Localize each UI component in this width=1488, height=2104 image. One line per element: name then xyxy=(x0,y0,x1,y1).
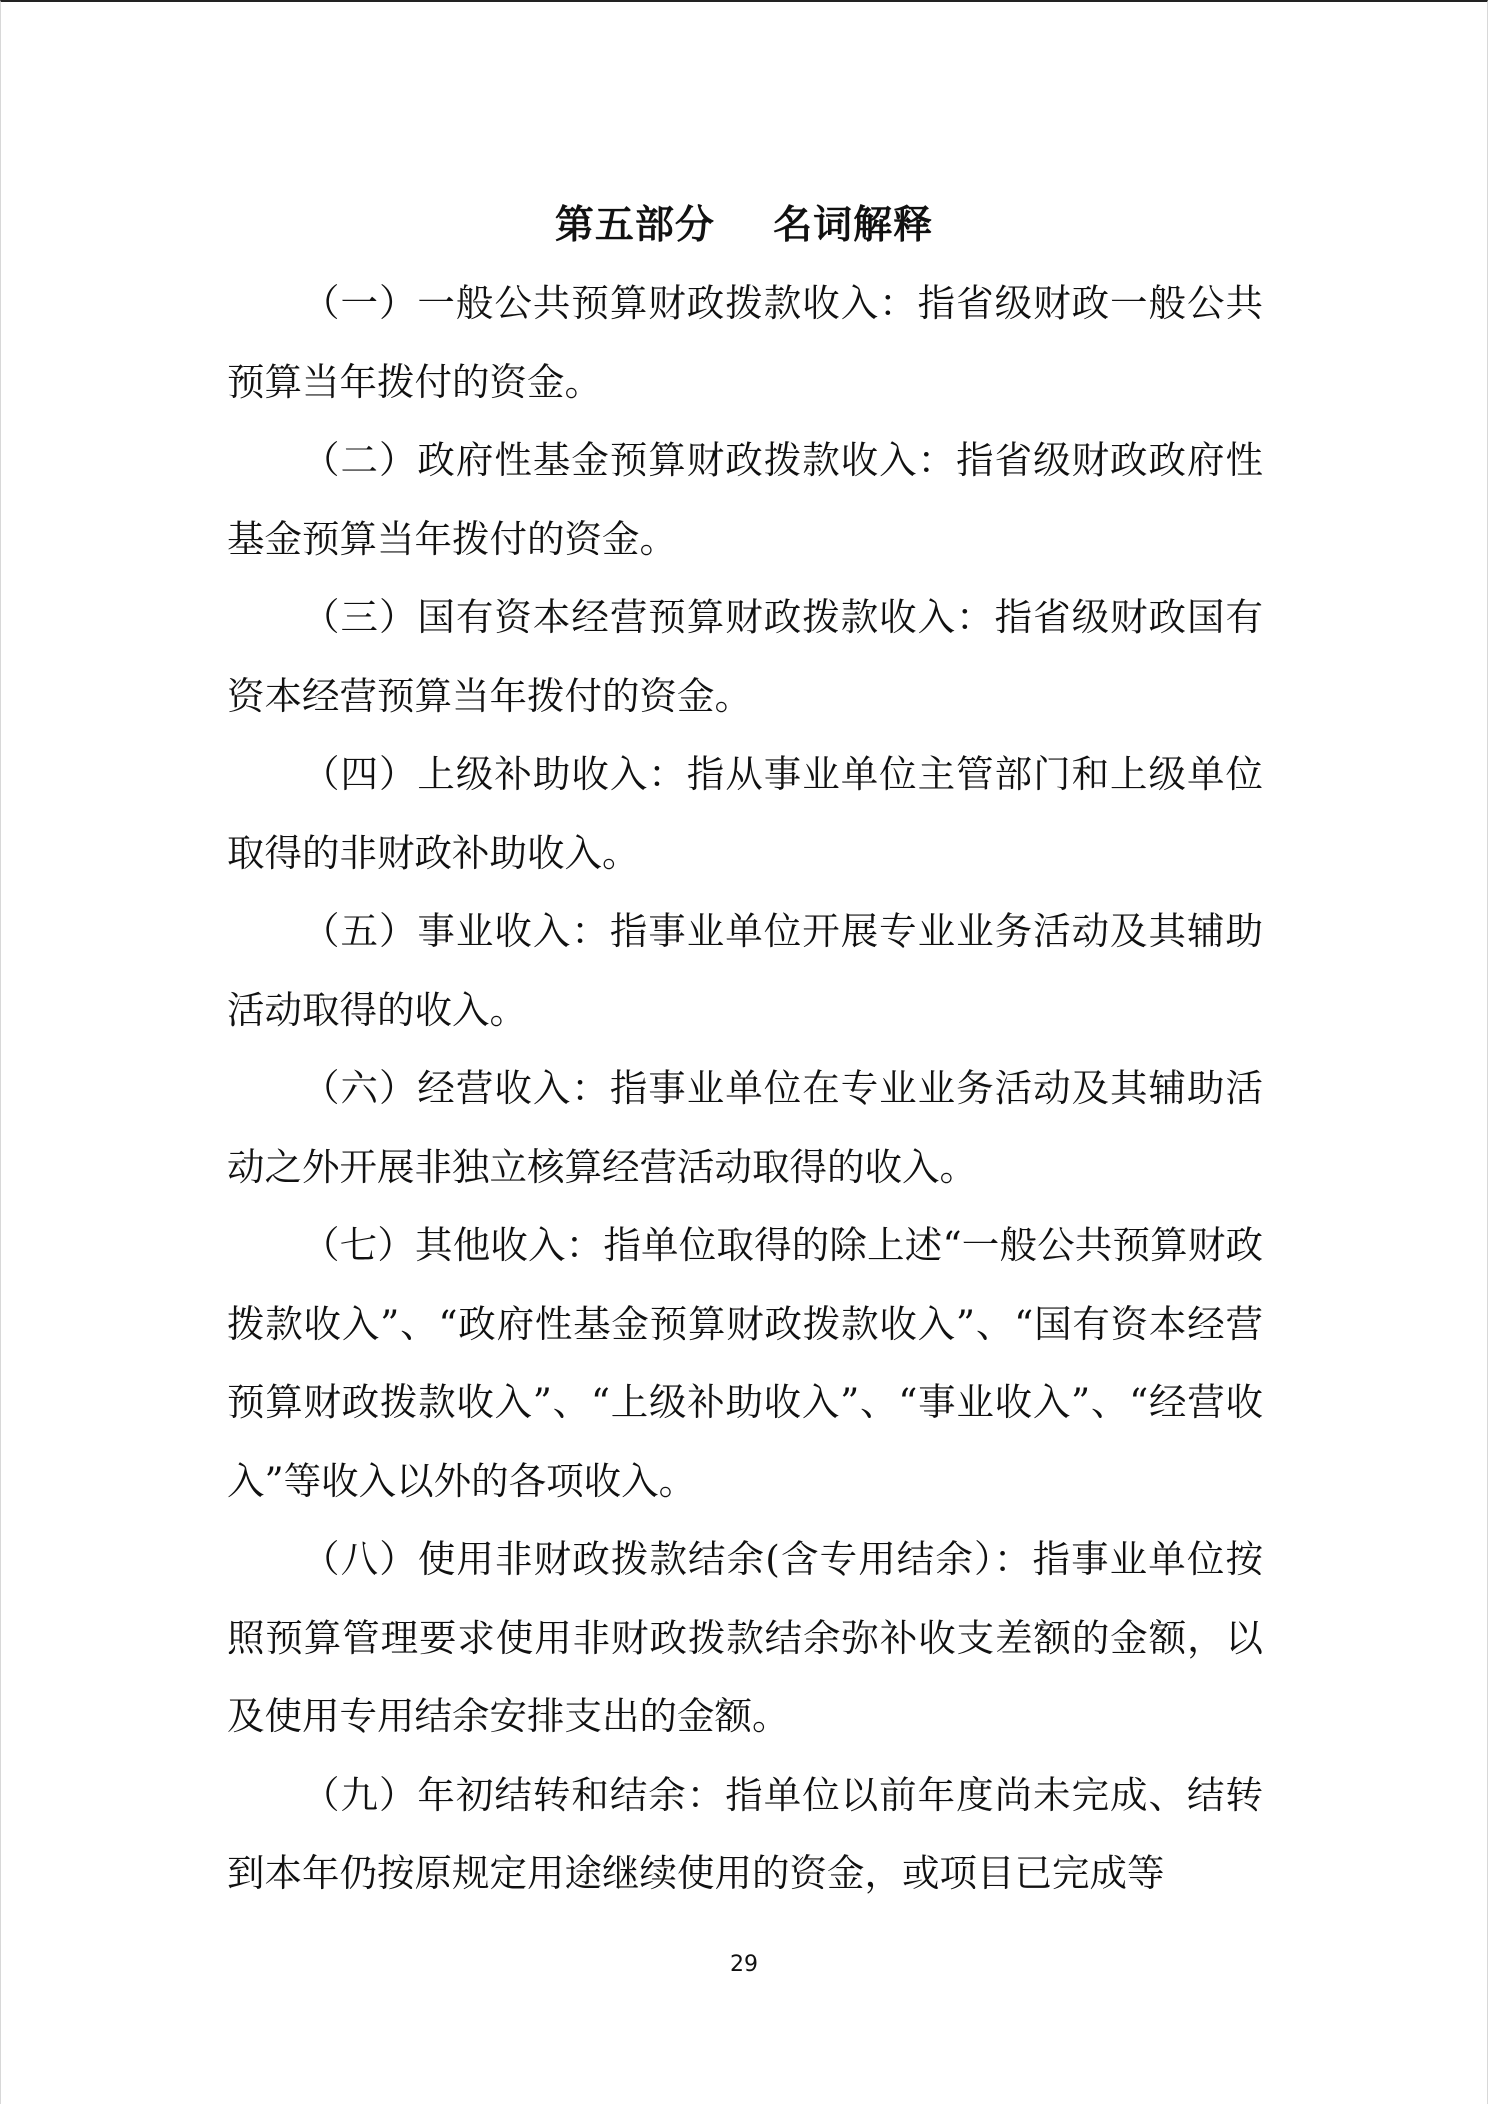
definition-paragraph: （三）国有资本经营预算财政拨款收入：指省级财政国有资本经营预算当年拨付的资金。 xyxy=(227,595,1263,718)
definition-paragraph: （六）经营收入：指事业单位在专业业务活动及其辅助活动之外开展非独立核算经营活动取得的收入。 xyxy=(227,1066,1263,1189)
page-number: 29 xyxy=(730,1952,758,1977)
section-title: 第五部分 名词解释 xyxy=(554,202,934,248)
definition-paragraph: （一）一般公共预算财政拨款收入：指省级财政一般公共预算当年拨付的资金。 xyxy=(227,281,1263,404)
definitions-body xyxy=(227,264,1263,1913)
definition-paragraph: （二）政府性基金预算财政拨款收入：指省级财政政府性基金预算当年拨付的资金。 xyxy=(227,438,1263,561)
definition-paragraph: （五）事业收入：指事业单位开展专业业务活动及其辅助活动取得的收入。 xyxy=(227,909,1263,1032)
definition-paragraph: （八）使用非财政拨款结余(含专用结余）：指事业单位按照预算管理要求使用非财政拨款结余弥补收支差额的金额，以及使用专用结余安排支出的金额。 xyxy=(227,1537,1263,1738)
definition-paragraph: （九）年初结转和结余：指单位以前年度尚未完成、结转到本年仍按原规定用途继续使用的资金，或项目已完成等 xyxy=(227,1772,1263,1895)
definition-paragraph: （七）其他收入：指单位取得的除上述“一般公共预算财政拨款收入”、“政府性基金预算财政拨款收入”、“国有资本经营预算财政拨款收入”、“上级补助收入”、“事业收入”、“经营收入”等收入以外的各项收入。 xyxy=(227,1223,1263,1503)
definition-paragraph: （四）上级补助收入：指从事业单位主管部门和上级单位取得的非财政补助收入。 xyxy=(227,752,1263,875)
